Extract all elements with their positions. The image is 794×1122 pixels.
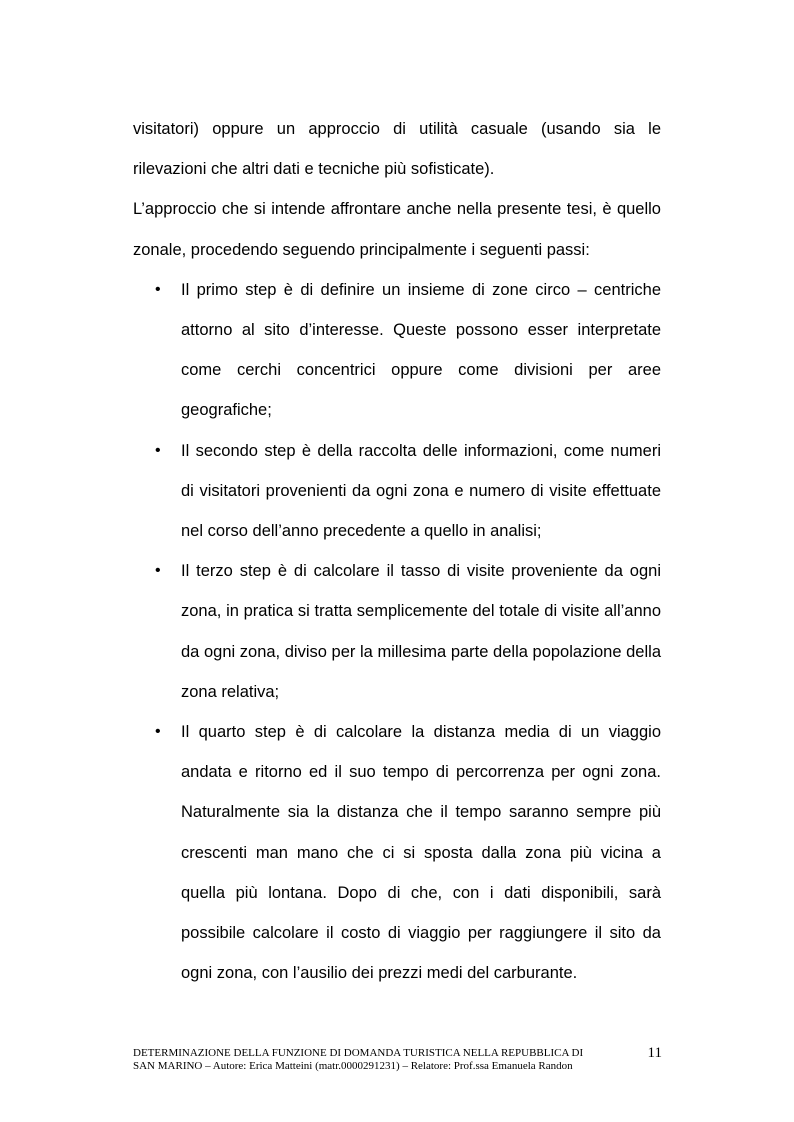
list-item-text: Il terzo step è di calcolare il tasso di visite proveniente da ogni zona, in pratica si tratta semplicemente del totale di visite all’anno da ogni zona, diviso per la millesima parte della popolazione della zona relativa; (181, 562, 661, 701)
page-number: 11 (647, 1045, 662, 1061)
list-item (155, 270, 661, 431)
list-item (155, 431, 661, 552)
bullet-icon: • (155, 280, 161, 298)
page-footer (133, 1047, 633, 1072)
paragraph: visitatori) oppure un approccio di utilità casuale (usando sia le rilevazioni che altri dati e tecniche più sofisticate). (133, 120, 661, 179)
list-item (155, 712, 661, 993)
footer-title-line: DETERMINAZIONE DELLA FUNZIONE DI DOMANDA TURISTICA NELLA REPUBBLICA DI (133, 1047, 584, 1059)
list-item-text: Il quarto step è di calcolare la distanza media di un viaggio andata e ritorno ed il suo tempo di percorrenza per ogni zona. Naturalmente sia la distanza che il tempo saranno sempre più crescenti man mano che ci si sposta dalla zona più vicina a quella più lontana. Dopo di che, con i dati disponibili, sarà possibile calcolare il costo di viaggio per raggiungere il sito da ogni zona, con l’ausilio dei prezzi medi del carburante. (181, 723, 661, 983)
list-item-text: Il secondo step è della raccolta delle informazioni, come numeri di visitatori provenienti da ogni zona e numero di visite effettuate nel corso dell’anno precedente a quello in analisi; (181, 441, 661, 541)
bullet-icon: • (155, 562, 161, 580)
list-item (155, 551, 661, 712)
bullet-icon: • (155, 723, 161, 741)
bullet-icon: • (155, 441, 161, 459)
list-item-text: Il primo step è di definire un insieme di zone circo – centriche attorno al sito d’interesse. Queste possono esser interpretate come cerchi concentrici oppure come divisioni per aree geografiche; (181, 280, 661, 420)
footer-author-line: SAN MARINO – Autore: Erica Matteini (matr.0000291231) – Relatore: Prof.ssa Emanuela Randon (133, 1059, 573, 1072)
paragraph: L’approccio che si intende affrontare anche nella presente tesi, è quello zonale, procedendo seguendo principalmente i seguenti passi: (133, 200, 661, 259)
steps-list (133, 270, 661, 994)
body-text (133, 109, 661, 993)
